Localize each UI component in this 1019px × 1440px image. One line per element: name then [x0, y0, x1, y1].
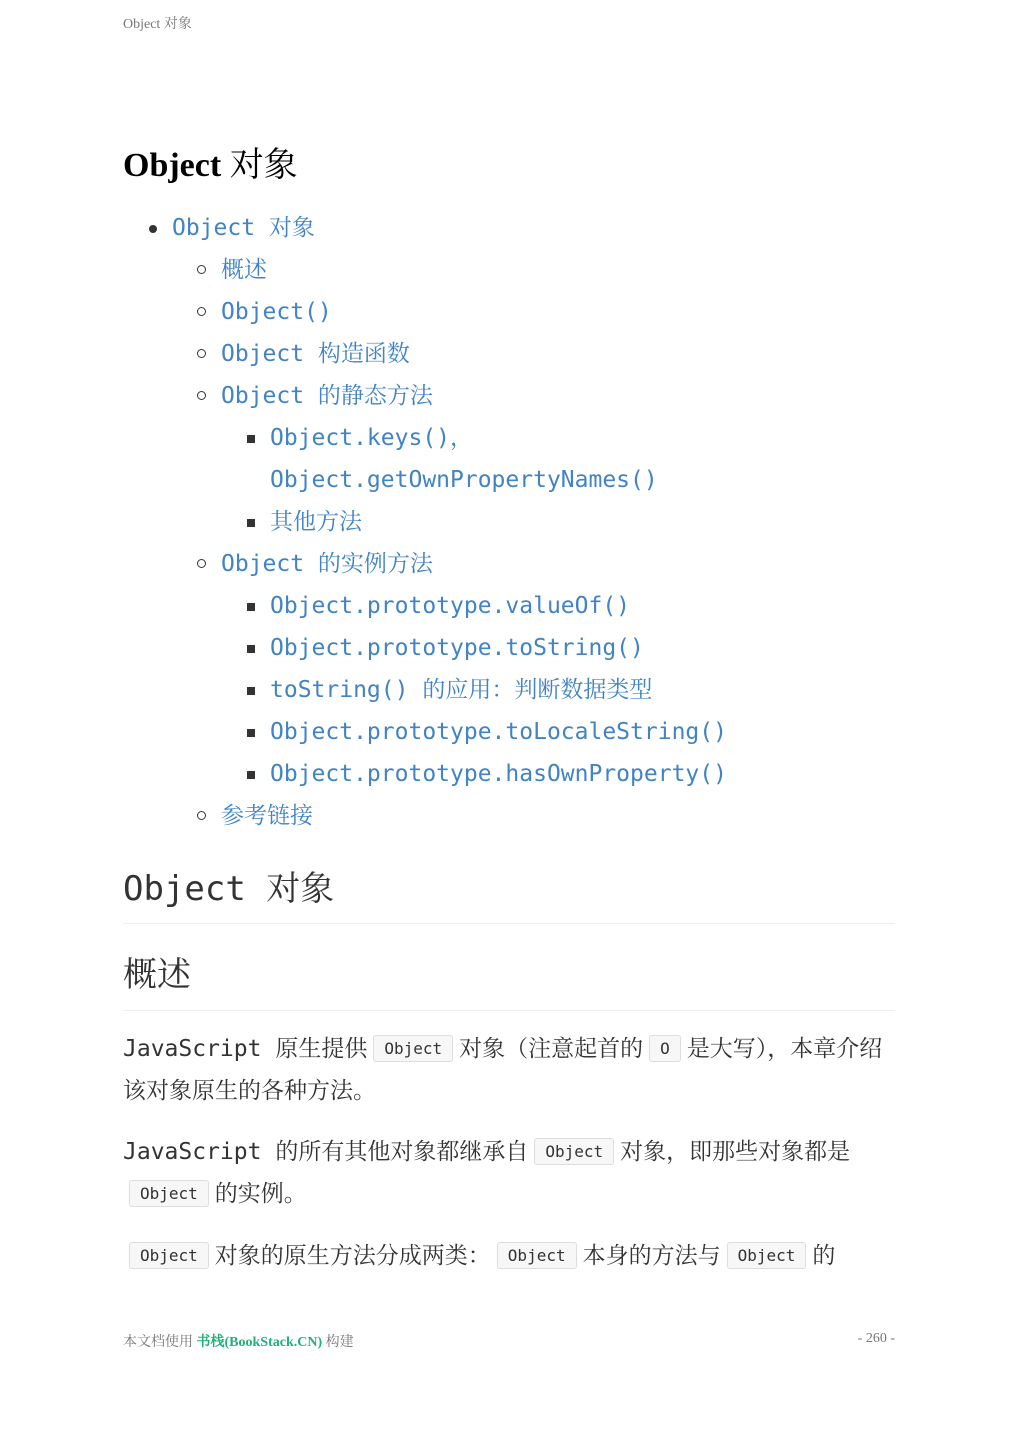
paragraph-text: 对象（注意起首的: [459, 1036, 644, 1062]
toc-link[interactable]: Object 的静态方法: [221, 383, 433, 409]
toc-link[interactable]: Object.prototype.toString(): [270, 635, 644, 661]
toc-item[interactable]: [221, 249, 267, 291]
page-title: [123, 140, 298, 191]
paragraph: [123, 1028, 895, 1112]
toc-item[interactable]: [221, 333, 410, 375]
circle-bullet-icon: [197, 559, 206, 568]
paragraph-text: 是大写），本章介绍该对象原生的各种方法。: [123, 1036, 883, 1104]
toc-item[interactable]: [172, 207, 315, 249]
footer-text: 本文档使用: [123, 1335, 197, 1350]
toc-link[interactable]: 其他方法: [270, 509, 362, 535]
toc-link[interactable]: Object 构造函数: [221, 341, 410, 367]
inline-code: Object: [129, 1242, 209, 1269]
circle-bullet-icon: [197, 307, 206, 316]
toc-item[interactable]: [270, 669, 652, 711]
toc-link[interactable]: Object 的实例方法: [221, 551, 433, 577]
circle-bullet-icon: [197, 391, 206, 400]
toc-item[interactable]: [270, 417, 473, 459]
toc-item[interactable]: [270, 753, 727, 795]
paragraph-text: JavaScript 原生提供: [123, 1036, 368, 1062]
section-heading-h1: Object 对象: [123, 860, 895, 924]
inline-code: Object: [129, 1180, 209, 1207]
toc-item[interactable]: [270, 501, 362, 543]
circle-bullet-icon: [197, 349, 206, 358]
paragraph: [123, 1235, 895, 1277]
paragraph-text: 的实例。: [214, 1181, 307, 1207]
toc-item-continuation[interactable]: [270, 459, 658, 501]
toc-item[interactable]: [221, 543, 433, 585]
paragraph: [123, 1131, 895, 1215]
disc-bullet-icon: [149, 225, 157, 233]
section-heading-h2: 概述: [123, 948, 895, 1011]
toc-link[interactable]: Object.prototype.toLocaleString(): [270, 719, 727, 745]
paragraph-text: 对象的原生方法分成两类：: [214, 1243, 491, 1269]
toc-item[interactable]: [221, 795, 313, 837]
paragraph-text: 对象，即那些对象都是: [620, 1139, 851, 1165]
inline-code: O: [649, 1035, 681, 1062]
toc-link[interactable]: 概述: [221, 257, 267, 283]
circle-bullet-icon: [197, 811, 206, 820]
paragraph-text: JavaScript 的所有其他对象都继承自: [123, 1139, 529, 1165]
toc-item[interactable]: [270, 711, 727, 753]
toc-item[interactable]: [270, 627, 644, 669]
square-bullet-icon: [247, 603, 255, 611]
square-bullet-icon: [247, 519, 255, 527]
toc-link[interactable]: Object 对象: [172, 215, 315, 241]
toc-link[interactable]: Object.keys()，: [270, 425, 474, 451]
toc-link[interactable]: Object(): [221, 299, 332, 325]
toc-item[interactable]: [270, 585, 630, 627]
footer-brand-link[interactable]: 书栈(BookStack.CN): [196, 1335, 323, 1350]
toc-link[interactable]: toString() 的应用：判断数据类型: [270, 677, 653, 703]
page-title-cjk: 对象: [229, 145, 298, 185]
paragraph-text: 的: [812, 1243, 836, 1269]
inline-code: Object: [497, 1242, 577, 1269]
toc-item[interactable]: [221, 375, 433, 417]
square-bullet-icon: [247, 771, 255, 779]
inline-code: Object: [534, 1138, 614, 1165]
inline-code: Object: [727, 1242, 807, 1269]
toc-link[interactable]: Object.prototype.valueOf(): [270, 593, 631, 619]
toc-link[interactable]: Object.getOwnPropertyNames(): [270, 467, 658, 493]
square-bullet-icon: [247, 729, 255, 737]
footer-text: 构建: [322, 1335, 354, 1350]
square-bullet-icon: [247, 435, 255, 443]
square-bullet-icon: [247, 687, 255, 695]
footer-credit: [123, 1331, 354, 1351]
inline-code: Object: [373, 1035, 453, 1062]
running-header: Object 对象: [123, 17, 192, 32]
circle-bullet-icon: [197, 265, 206, 274]
toc-link[interactable]: Object.prototype.hasOwnProperty(): [270, 761, 727, 787]
paragraph-text: 本身的方法与: [582, 1243, 721, 1269]
toc-link[interactable]: 参考链接: [221, 803, 313, 829]
page-title-latin: Object: [123, 147, 222, 184]
square-bullet-icon: [247, 645, 255, 653]
toc-item[interactable]: [221, 291, 332, 333]
page-number: - 260 -: [857, 1331, 895, 1346]
